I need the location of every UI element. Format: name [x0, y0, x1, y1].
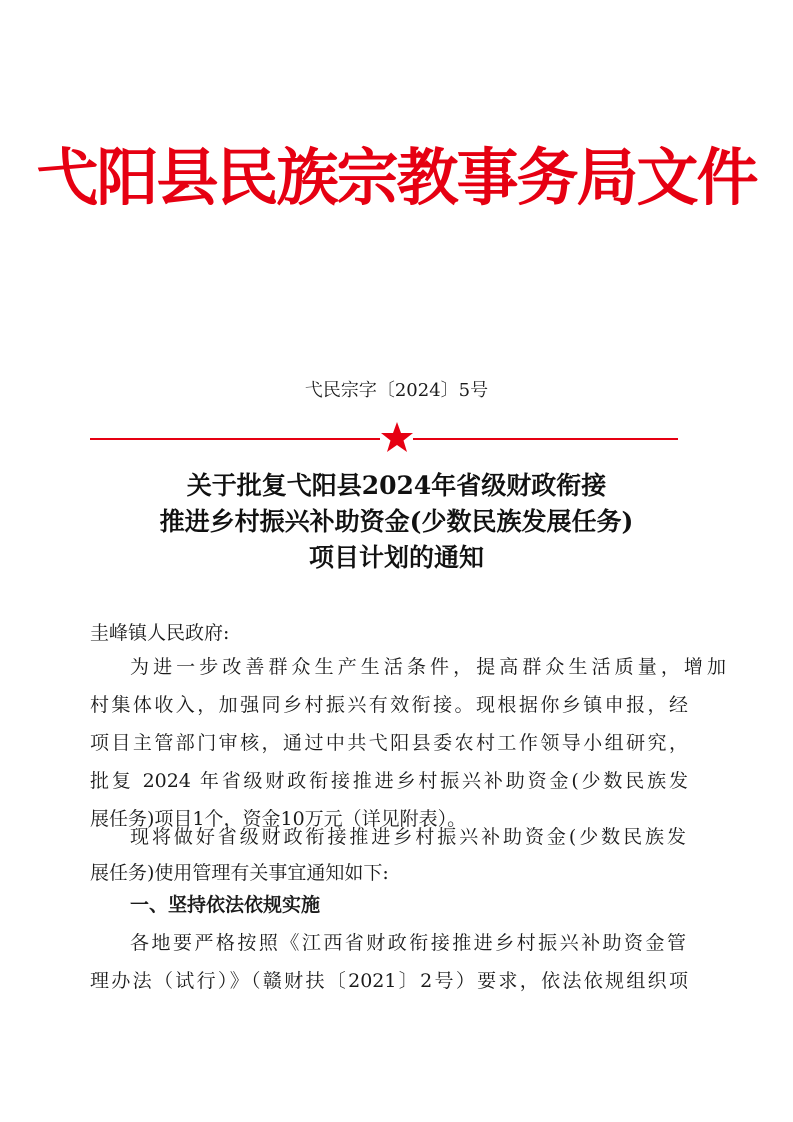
subject-line-1: 关于批复弋阳县2024年省级财政衔接 — [186, 471, 607, 500]
paragraph-1-line-1: 为进一步改善群众生产生活条件，提高群众生活质量，增加 — [130, 656, 726, 678]
paragraph-3-line-1: 各地要严格按照《江西省财政衔接推进乡村振兴补助资金管 — [130, 932, 686, 954]
paragraph-2-line-1: 现将做好省级财政衔接推进乡村振兴补助资金(少数民族发 — [130, 826, 686, 848]
subject-line-3: 项目计划的通知 — [308, 543, 484, 572]
red-rule-left — [90, 438, 380, 440]
document-number: 弋民宗字〔2024〕5号 — [304, 380, 489, 401]
paragraph-1-line-2: 村集体收入，加强同乡村振兴有效衔接。现根据你乡镇申报，经 — [90, 694, 688, 716]
paragraph-3-line-2: 理办法（试行）》（赣财扶〔2021〕2号）要求，依法依规组织项 — [90, 970, 688, 992]
red-star-icon — [380, 420, 414, 454]
document-subject — [0, 468, 793, 576]
subject-line-2: 推进乡村振兴补助资金(少数民族发展任务) — [159, 507, 634, 536]
paragraph-1-line-5: 展任务)项目1个，资金10万元（详见附表）。 — [90, 808, 467, 830]
paragraph-1-line-3: 项目主管部门审核，通过中共弋阳县委农村工作领导小组研究， — [90, 732, 688, 754]
addressee: 圭峰镇人民政府: — [90, 622, 230, 644]
red-rule-right — [413, 438, 678, 440]
issuer-header-title: 弋阳县民族宗教事务局文件 — [36, 141, 757, 214]
paragraph-1-line-4: 批复 2024 年省级财政衔接推进乡村振兴补助资金(少数民族发 — [90, 770, 688, 792]
section-1-heading: 一、坚持依法依规实施 — [130, 894, 321, 916]
paragraph-2-line-2: 展任务)使用管理有关事宜通知如下: — [90, 862, 389, 884]
